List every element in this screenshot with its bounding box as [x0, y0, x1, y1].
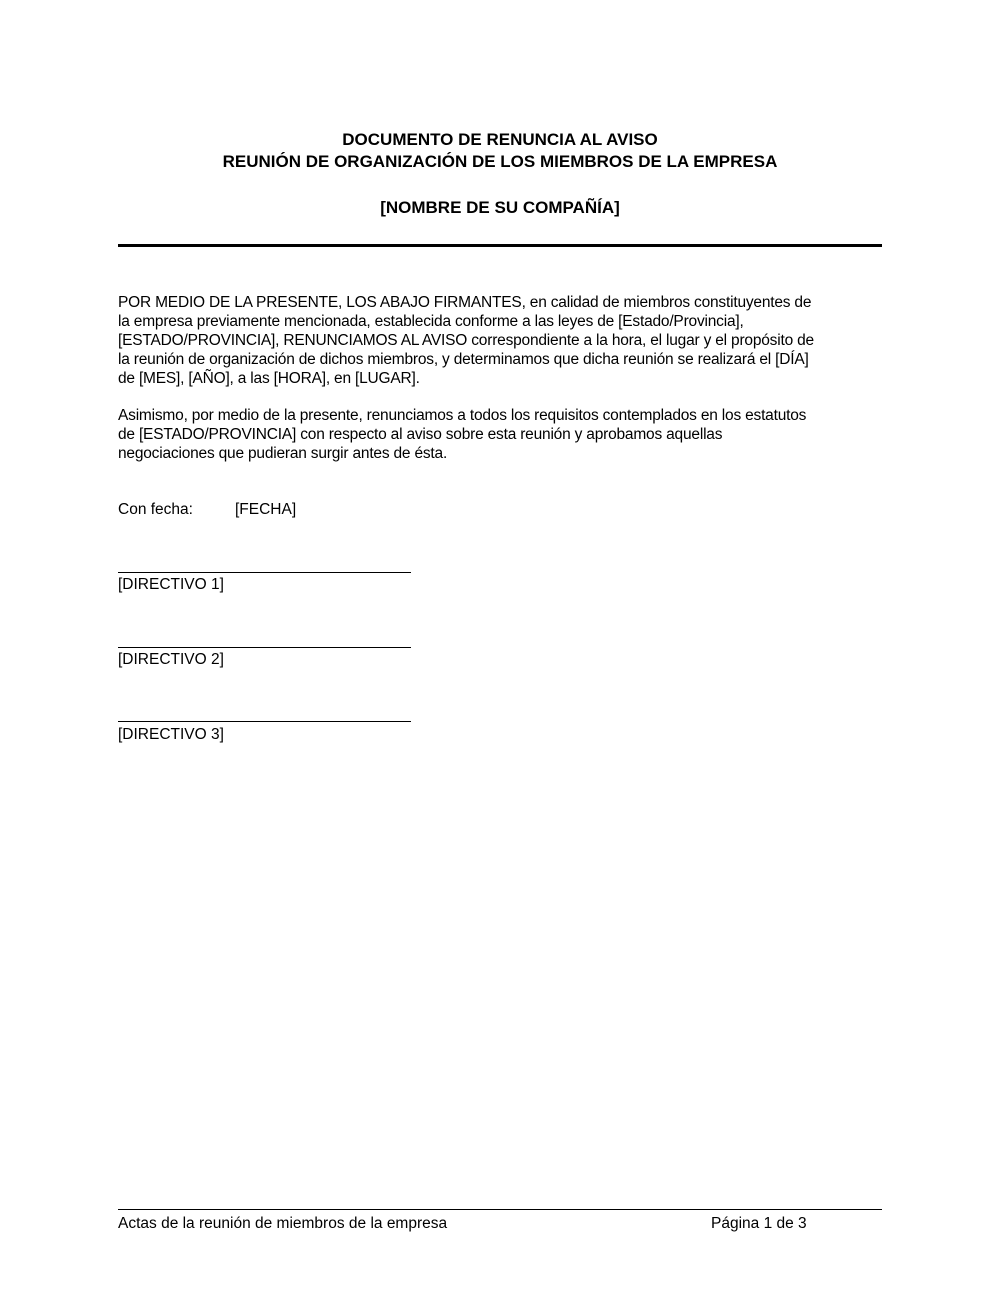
page-number: Página 1 de 3: [711, 1215, 807, 1232]
signature-line: [118, 721, 411, 722]
document-title: DOCUMENTO DE RENUNCIA AL AVISO: [342, 130, 658, 149]
date-label: Con fecha:: [118, 501, 193, 518]
signatory-name: [DIRECTIVO 3]: [118, 726, 224, 743]
paragraph-2: [118, 406, 888, 463]
paragraph-line: negociaciones que pudieran surgir antes de ésta.: [118, 445, 448, 462]
signature-line: [118, 647, 411, 648]
paragraph-1: [118, 293, 888, 388]
company-name: [NOMBRE DE SU COMPAÑÍA]: [380, 198, 620, 217]
signatory-name: [DIRECTIVO 2]: [118, 651, 224, 668]
footer-divider: [118, 1209, 882, 1210]
paragraph-line: de [ESTADO/PROVINCIA] con respecto al aviso sobre esta reunión y aprobamos aquellas: [118, 426, 723, 443]
paragraph-line: POR MEDIO DE LA PRESENTE, LOS ABAJO FIRMANTES, en calidad de miembros constituyentes de: [118, 294, 812, 311]
header-divider: [118, 244, 882, 247]
signature-line: [118, 572, 411, 573]
paragraph-line: Asimismo, por medio de la presente, renunciamos a todos los requisitos contemplados en los estatutos: [118, 407, 807, 424]
date-value: [FECHA]: [235, 501, 297, 518]
paragraph-line: [ESTADO/PROVINCIA], RENUNCIAMOS AL AVISO correspondiente a la hora, el lugar y el propósito de: [118, 332, 814, 349]
paragraph-line: la empresa previamente mencionada, establecida conforme a las leyes de [Estado/Provincia],: [118, 313, 744, 330]
footer-title: Actas de la reunión de miembros de la empresa: [118, 1215, 448, 1232]
paragraph-line: la reunión de organización de dichos miembros, y determinamos que dicha reunión se realizará el [DÍA]: [118, 351, 809, 368]
paragraph-line: de [MES], [AÑO], a las [HORA], en [LUGAR].: [118, 370, 420, 387]
signatory-name: [DIRECTIVO 1]: [118, 576, 224, 593]
document-subtitle: REUNIÓN DE ORGANIZACIÓN DE LOS MIEMBROS DE LA EMPRESA: [222, 152, 778, 171]
